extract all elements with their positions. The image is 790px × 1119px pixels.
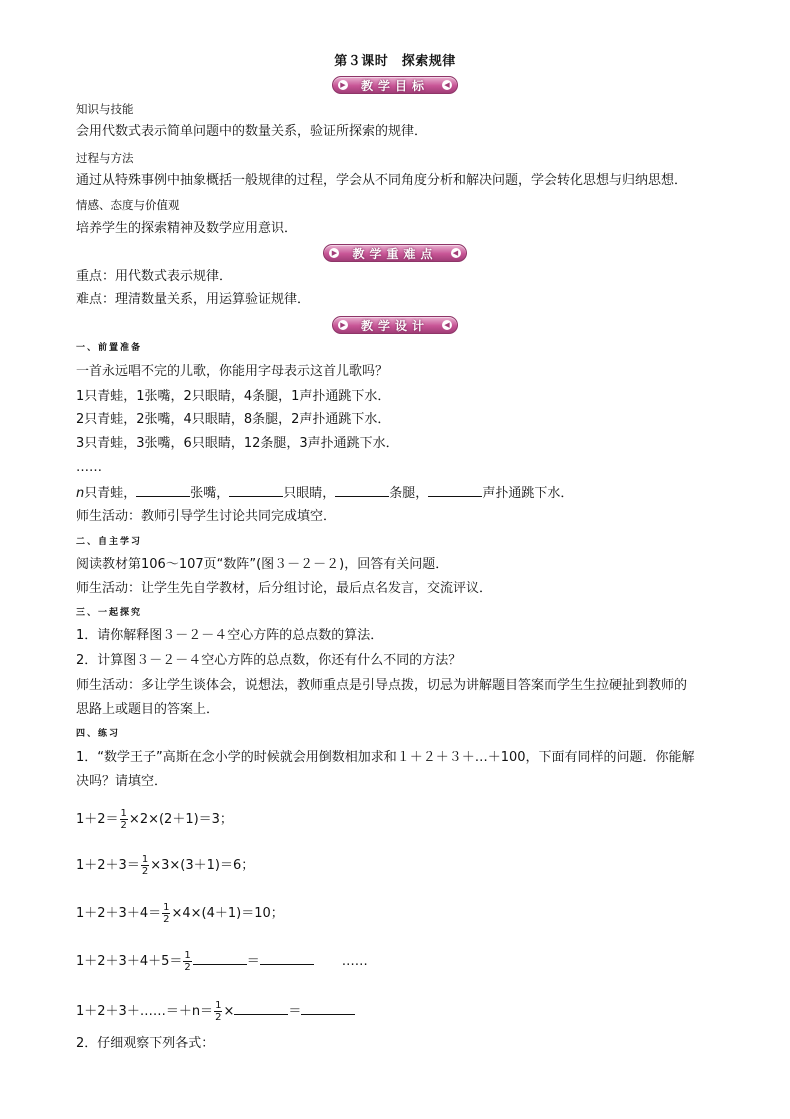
banner-pill [323,244,466,262]
equation-1: 1＋2＝ $\frac{1}{2}$ ×2×(2＋1)＝3； [76,808,233,831]
banner-text: 教学重难点 [352,246,438,261]
activity-3-line-1: 师生活动：多让学生谈体会，说想法，教师重点是引导点拨，切忌为讲解题目答案而学生生拉硬扯到教师的 [76,678,688,693]
fraction-half: $\frac{1}{2}$ [163,902,170,925]
explore-question-2: 2．计算图３－２－４空心方阵的总点数，你还有什么不同的方法？ [76,653,462,668]
section-heading-preparation: 一、前置准备 [76,343,143,353]
banner-text: 教学设计 [360,318,429,333]
blank-mouths[interactable] [136,484,190,497]
objective-text-attitude: 培养学生的探索精神及数学应用意识． [76,221,298,236]
blank-eq5-result[interactable] [301,1002,355,1015]
banner-pill [332,316,458,334]
blank-eyes[interactable] [229,484,283,497]
banner-design [0,314,790,336]
banner-objectives [0,74,790,96]
rhyme-intro: 一首永远唱不完的儿歌，你能用字母表示这首儿歌吗？ [76,364,389,379]
arrow-left-icon: ◀ [442,80,452,90]
rhyme-general-line: n只青蛙， 张嘴， 只眼睛， 条腿， 声扑通跳下水． [76,486,574,501]
blank-legs[interactable] [335,484,389,497]
arrow-right-icon: ▶ [329,248,339,258]
blank-splashes[interactable] [428,484,482,497]
rhyme-ellipsis: …… [76,460,102,475]
objective-heading-process: 过程与方法 [76,151,134,165]
activity-3-line-2: 思路上或题目的答案上． [76,702,220,717]
equation-2: 1＋2＋3＝ $\frac{1}{2}$ ×3×(3＋1)＝6； [76,854,255,877]
key-point: 重点：用代数式表示规律． [76,269,233,284]
fraction-half: $\frac{1}{2}$ [141,854,149,877]
activity-1: 师生活动：教师引导学生讨论共同完成填空． [76,509,337,524]
practice-question-1-line-2: 决吗？请填空． [76,774,168,789]
equation-4: 1＋2＋3＋4＋5＝ $\frac{1}{2}$ ＝ …… [76,950,368,973]
equation-5: 1＋2＋3＋……＝＋n＝ $\frac{1}{2}$ × ＝ [76,1000,355,1024]
arrow-right-icon: ▶ [338,80,348,90]
difficult-point: 难点：理清数量关系，用运算验证规律． [76,292,311,307]
reading-task: 阅读教材第106～107页“数阵”(图３－２－２)，回答有关问题． [76,557,449,572]
variable-n: n [76,486,85,501]
arrow-right-icon: ▶ [338,320,348,330]
section-heading-explore: 三、一起探究 [76,608,143,618]
banner-key-points [0,242,790,264]
blank-eq5-factor[interactable] [234,1002,288,1015]
lesson-title: 第３课时 探索规律 [334,54,456,69]
section-heading-practice: 四、练习 [76,729,121,739]
objective-heading-attitude: 情感、态度与价值观 [76,198,180,212]
fraction-half: $\frac{1}{2}$ [184,950,191,973]
objective-heading-knowledge: 知识与技能 [76,102,134,116]
arrow-left-icon: ◀ [451,248,461,258]
explore-question-1: 1．请你解释图３－２－４空心方阵的总点数的算法． [76,628,384,643]
rhyme-line-1: 1只青蛙，1张嘴，2只眼睛，4条腿，1声扑通跳下水． [76,389,391,404]
activity-2: 师生活动：让学生先自学教材，后分组讨论，最后点名发言，交流评议． [76,581,493,596]
objective-text-process: 通过从特殊事例中抽象概括一般规律的过程，学会从不同角度分析和解决问题，学会转化思想与归纳思想． [76,173,688,188]
arrow-left-icon: ◀ [442,320,452,330]
equation-3: 1＋2＋3＋4＝ $\frac{1}{2}$ ×4×(4＋1)＝10； [76,902,284,925]
rhyme-line-2: 2只青蛙，2张嘴，4只眼睛，8条腿，2声扑通跳下水． [76,412,391,427]
fraction-half: $\frac{1}{2}$ [120,808,127,831]
objective-text-knowledge: 会用代数式表示简单问题中的数量关系，验证所探索的规律． [76,124,428,139]
rhyme-line-3: 3只青蛙，3张嘴，6只眼睛，12条腿，3声扑通跳下水． [76,436,399,451]
blank-eq4-result[interactable] [260,952,314,965]
fraction-half: $\frac{1}{2}$ [215,1000,222,1023]
banner-pill [332,76,458,94]
practice-question-2: 2．仔细观察下列各式： [76,1036,215,1051]
banner-text: 教学目标 [360,78,429,93]
blank-eq4-factor[interactable] [193,952,247,965]
section-heading-self-study: 二、自主学习 [76,537,143,547]
practice-question-1-line-1: 1．“数学王子”高斯在念小学的时候就会用倒数相加求和１＋２＋３＋…＋100，下面有同样的问题．你能解 [76,750,695,765]
